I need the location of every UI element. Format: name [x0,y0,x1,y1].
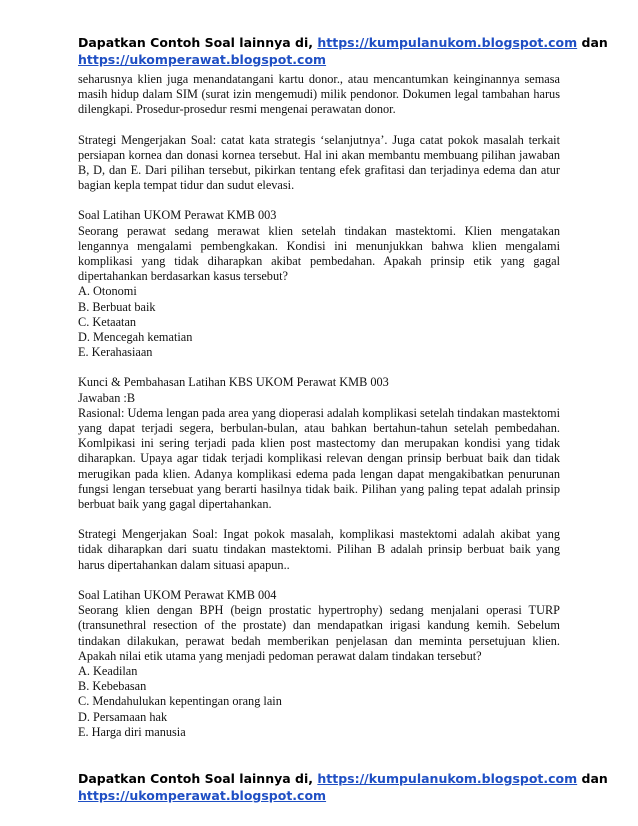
footer-link-ukomperawat[interactable]: https://ukomperawat.blogspot.com [78,788,327,803]
question-text-004: Seorang klien dengan BPH (beign prostatic hypertrophy) sedang menjalani operasi TURP (transunethral resection of the prostate) dan mendapatkan irigasi kandung kemih. Sebelum tindakan dilakukan, perawat bedah memberikan penjelasan dan meminta persetujuan klien. Apakah nilai etik utama yang menjadi pedoman perawat dalam tindakan tersebut? [78,603,560,663]
answer-key-003: Jawaban :B [78,390,136,405]
answer-title-003: Kunci & Pembahasan Latihan KBS UKOM Perawat KMB 003 [78,375,389,390]
question-title-004: Soal Latihan UKOM Perawat KMB 004 [78,587,277,602]
strategy-paragraph-2: Strategi Mengerjakan Soal: Ingat pokok masalah, komplikasi mastektomi adalah akibat yang tidak diharapkan dari suatu tindakan mastektomi. Pilihan B adalah prinsip berbuat baik yang harus dipertahankan dalam situasi apapun.. [78,527,560,572]
header-line-2 [78,51,568,68]
footer-mid: dan [577,771,608,786]
option-item: E. Kerahasiaan [78,345,153,360]
footer-banner [78,770,608,804]
option-item: C. Ketaatan [78,314,137,329]
footer-prefix: Dapatkan Contoh Soal lainnya di, [78,771,318,786]
footer-line-1 [78,770,608,787]
header-link-kumpulanukom[interactable]: https://kumpulanukom.blogspot.com [317,35,578,50]
question-title-003: Soal Latihan UKOM Perawat KMB 003 [78,208,277,223]
header-line-1 [78,34,608,51]
option-item: D. Persamaan hak [78,709,168,724]
option-item: B. Kebebasan [78,679,147,694]
header-banner [78,34,608,68]
question-text-003: Seorang perawat sedang merawat klien setelah tindakan mastektomi. Klien mengatakan lengannya mengalami pembengkakan. Kondisi ini menunjukkan bahwa klien mengalami komplikasi yang tidak diharapkan akibat pembedahan. Apakah prinsip etik yang gagal dipertahankan berdasarkan kasus tersebut? [78,223,560,284]
option-item: E. Harga diri manusia [78,724,186,739]
rationale-paragraph-003: Rasional: Udema lengan pada area yang dioperasi adalah komplikasi setelah tindakan mastektomi yang dapat terjadi segera, berbulan-bulan, atau bahkan bertahun-tahun setelah pembedahan. Komlpikasi ini sering terjadi pada klien post mastectomy dan merupakan kondisi yang tidak diharapkan. Upaya agar tidak terjadi komplikasi relevan dengan prinsip berbuat baik dan tidak merugikan pada klien. Adanya komplikasi edema pada lengan dapat mengakibatkan penurunan fungsi lengan tersebuat yang berarti hasilnya tidak baik. Pilihan yang paling tepat adalah prinsip berbuat baik yang gagal dipertahankan. [78,405,560,512]
strategy-paragraph-1: Strategi Mengerjakan Soal: catat kata strategis ‘selanjutnya’. Juga catat pokok masalah terkait persiapan kornea dan donasi kornea tersebut. Hal ini akan membantu membuang pilihan jawaban B, D, dan E. Dari pilihan tersebut, pikirkan tentang efek grafitasi dan terjadinya edema dan atur bagian kepla tempat tidur dan sudut elevasi. [78,132,560,193]
header-link-ukomperawat[interactable]: https://ukomperawat.blogspot.com [78,52,327,67]
header-mid: dan [577,35,608,50]
option-item: C. Mendahulukan kepentingan orang lain [78,694,282,709]
intro-paragraph: seharusnya klien juga menandatangani kartu donor., atau mencantumkan keinginannya semasa masih hidup dalam SIM (surat izin mengemudi) milik pendonor. Dokumen legal tambahan harus dilengkapi. Prosedur-prosedur resmi mengenai perawatan donor. [78,72,560,117]
header-prefix: Dapatkan Contoh Soal lainnya di, [78,35,318,50]
option-item: A. Keadilan [78,663,138,678]
document-body [78,72,560,740]
footer-link-kumpulanukom[interactable]: https://kumpulanukom.blogspot.com [317,771,578,786]
footer-line-2 [78,787,568,804]
option-item: B. Berbuat baik [78,299,156,314]
option-item: D. Mencegah kematian [78,330,193,345]
option-item: A. Otonomi [78,284,137,299]
